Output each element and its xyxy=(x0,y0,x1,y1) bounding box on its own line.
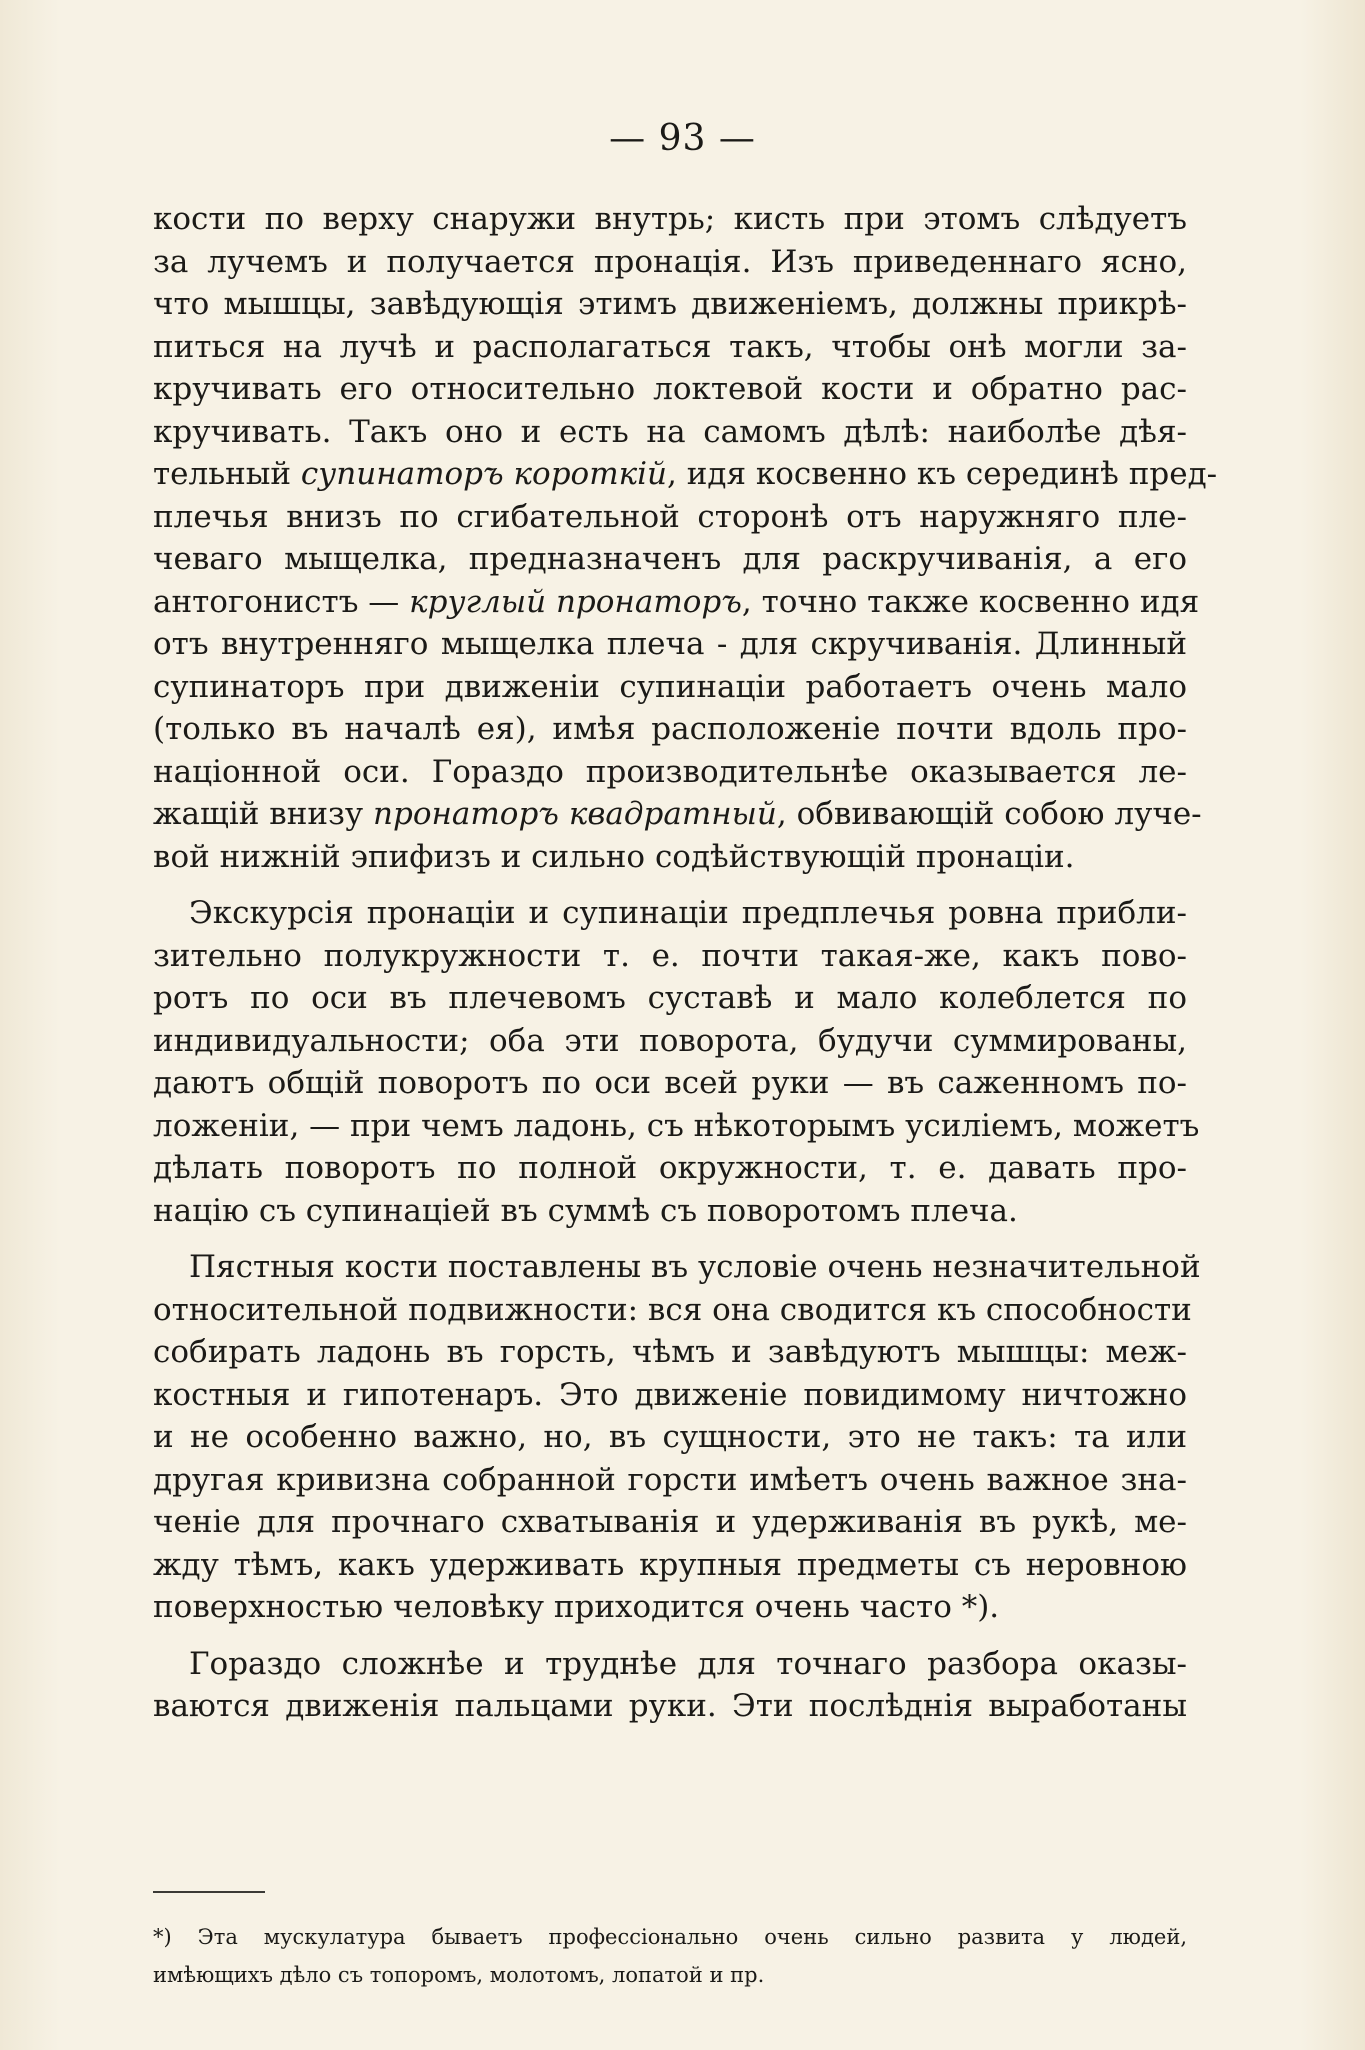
text-line: другая кривизна собранной горсти имѣетъ очень важное зна- xyxy=(153,1461,1187,1498)
text-line: плечья внизъ по сгибательной сторонѣ отъ наружняго пле- xyxy=(153,498,1187,535)
text-line: питься на лучѣ и располагаться такъ, чтобы онѣ могли за- xyxy=(153,328,1187,365)
text-line: ложеніи, — при чемъ ладонь, съ нѣкоторымъ усиліемъ, можетъ xyxy=(153,1107,1200,1144)
text-line: ченіе для прочнаго схватыванія и удерживанія въ рукѣ, ме- xyxy=(153,1504,1187,1540)
text-run: жащій внизу xyxy=(153,796,374,832)
text-line: что мышцы, завѣдующія этимъ движеніемъ, должны прикрѣ- xyxy=(153,286,1187,322)
text-line: поверхностью человѣку приходится очень часто *). xyxy=(153,1589,1000,1625)
text-line: чеваго мыщелка, предназначенъ для раскручиванія, а его xyxy=(153,541,1187,577)
footnotes xyxy=(153,1918,1187,1994)
text-run: , обвивающій собою луче- xyxy=(776,796,1202,832)
footnote-divider xyxy=(153,1891,265,1893)
text-line xyxy=(153,793,1202,836)
italic-term: круглый пронаторъ xyxy=(409,583,742,620)
text-line: кручивать его относительно локтевой кости и обратно рас- xyxy=(153,371,1187,407)
text-run: , идя косвенно къ серединѣ пред- xyxy=(667,456,1218,492)
text-line: относительной подвижности: вся она сводится къ способности xyxy=(153,1291,1192,1328)
text-line: вой нижній эпифизъ и сильно содѣйствующій пронаціи. xyxy=(153,838,1075,875)
text-line xyxy=(153,581,1200,624)
text-line: Гораздо сложнѣе и труднѣе для точнаго разбора оказы- xyxy=(189,1645,1187,1682)
text-run: , точно также косвенно идя xyxy=(741,583,1200,620)
text-line: зительно полукружности т. е. почти такая-же, какъ пово- xyxy=(153,937,1187,974)
text-line: (только въ началѣ ея), имѣя расположеніе почти вдоль про- xyxy=(153,711,1187,747)
text-line: жду тѣмъ, какъ удерживать крупныя предметы съ неровною xyxy=(153,1546,1187,1583)
text-line: и не особенно важно, но, въ сущности, это не такъ: та или xyxy=(153,1419,1187,1455)
text-line: дѣлать поворотъ по полной окружности, т. е. давать про- xyxy=(153,1150,1187,1186)
paragraph-gap xyxy=(153,1232,1187,1246)
text-run: тельный xyxy=(153,456,301,492)
text-line: Экскурсія пронаціи и супинаціи предплечья ровна прибли- xyxy=(189,895,1187,931)
text-line: костныя и гипотенаръ. Это движеніе повидимому ничтожно xyxy=(153,1376,1187,1413)
text-line xyxy=(153,453,1218,496)
text-line: націю съ супинаціей въ суммѣ съ поворотомъ плеча. xyxy=(153,1192,1018,1229)
text-line: даютъ общій поворотъ по оси всей руки — въ саженномъ по- xyxy=(153,1065,1187,1101)
footnote-line: *) Эта мускулатура бываетъ профессіонально очень сильно развита у людей, xyxy=(153,1925,1187,1949)
text-line: супинаторъ при движеніи супинаціи работаетъ очень мало xyxy=(153,668,1187,705)
text-line: націонной оси. Гораздо производительнѣе оказывается ле- xyxy=(153,753,1187,790)
text-run: антогонистъ — xyxy=(153,583,410,620)
text-line: собирать ладонь въ горсть, чѣмъ и завѣдуютъ мышцы: меж- xyxy=(153,1334,1187,1370)
text-line: кости по верху снаружи внутрь; кисть при этомъ слѣдуетъ xyxy=(153,201,1187,237)
italic-term: супинаторъ короткій xyxy=(300,456,667,492)
italic-term: пронаторъ квадратный xyxy=(373,796,777,832)
text-line: ротъ по оси въ плечевомъ суставѣ и мало колеблется по xyxy=(153,980,1187,1016)
text-line: за лучемъ и получается пронація. Изъ приведеннаго ясно, xyxy=(153,243,1187,280)
paragraph-gap xyxy=(153,878,1187,892)
body-text xyxy=(153,198,1218,1728)
text-line: Пястныя кости поставлены въ условіе очень незначительной xyxy=(189,1249,1201,1285)
text-line: ваются движенія пальцами руки. Эти послѣднія выработаны xyxy=(153,1688,1187,1724)
page-number: — 93 — xyxy=(609,118,756,159)
text-line: индивидуальности; оба эти поворота, будучи суммированы, xyxy=(153,1022,1187,1059)
text-line: отъ внутренняго мыщелка плеча - для скручиванія. Длинный xyxy=(153,626,1187,662)
text-line: кручивать. Такъ оно и есть на самомъ дѣлѣ: наиболѣе дѣя- xyxy=(153,413,1187,450)
footnote-line: имѣющихъ дѣло съ топоромъ, молотомъ, лопатой и пр. xyxy=(153,1963,765,1987)
paragraph-gap xyxy=(153,1629,1187,1643)
